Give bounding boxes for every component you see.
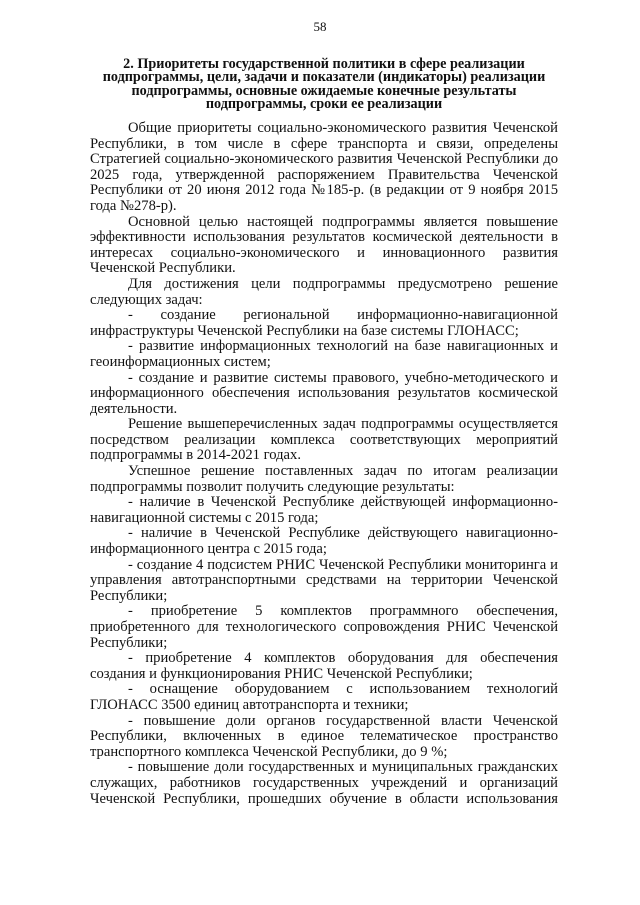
list-item-result-1: - наличие в Чеченской Республике действующей информационно-навигационной системы с 2015 года; [90, 494, 558, 526]
list-item-task-3: - создание и развитие системы правового, учебно-методического и информационного обеспечения использования результатов космической деятельности. [90, 369, 558, 417]
page-number: 58 [313, 19, 327, 34]
paragraph-priorities: Общие приоритеты социально-экономического развития Чеченской Республики, в том числе в сфере транспорта и связи, определены Стратегией социально-экономического развития Чеченской Республики до 2025 года, утвержденной распоряжением Правительства Чеченской Республики от 20 июня 2012 года №185-р. (в редакции от 9 ноября 2015 года №278-р). [90, 120, 558, 214]
list-item-result-2: - наличие в Чеченской Республике действующего навигационно-информационного центра с 2015 года; [90, 525, 558, 558]
list-item-result-6: - оснащение оборудованием с использованием технологий ГЛОНАСС 3500 единиц автотранспорта и техники; [90, 681, 558, 713]
section-heading: 2. Приоритеты государственной политики в сфере реализации подпрограммы, цели, задачи и показатели (индикаторы) реализации подпрограммы, основные ожидаемые конечные результаты подпрограммы, сроки ее реализации [102, 56, 546, 113]
paragraph-tasks-intro: Для достижения цели подпрограммы предусмотрено решение следующих задач: [90, 275, 558, 308]
list-item-result-3: - создание 4 подсистем РНИС Чеченской Республики мониторинга и управления автотранспортными средствами на территории Чеченской Республики; [90, 556, 558, 604]
list-item-result-7: - повышение доли органов государственной власти Чеченской Республики, включенных в единое телематическое пространство транспортного комплекса Чеченской Республики, до 9 %; [90, 712, 558, 760]
list-item-result-4: - приобретение 5 комплектов программного обеспечения, приобретенного для технологического сопровождения РНИС Чеченской Республики; [90, 603, 558, 651]
list-item-result-5: - приобретение 4 комплектов оборудования для обеспечения создания и функционирования РНИС Чеченской Республики; [90, 650, 558, 682]
body-text [90, 121, 558, 807]
list-item-task-1: - создание региональной информационно-навигационной инфраструктуры Чеченской Республики на базе системы ГЛОНАСС; [90, 307, 558, 339]
list-item-task-2: - развитие информационных технологий на базе навигационных и геоинформационных систем; [90, 338, 558, 370]
paragraph-main-goal: Основной целью настоящей подпрограммы является повышение эффективности использования результатов космической деятельности в интересах социально-экономического и инновационного развития Чеченской Республики. [90, 213, 558, 277]
list-item-result-8: - повышение доли государственных и муниципальных гражданских служащих, работников государственных учреждений и организаций Чеченской Республики, прошедших обучение в области использования [90, 759, 558, 807]
paragraph-implementation: Решение вышеперечисленных задач подпрограммы осуществляется посредством реализации комплекса соответствующих мероприятий подпрограммы в 2014-2021 годах. [90, 416, 558, 464]
paragraph-results-intro: Успешное решение поставленных задач по итогам реализации подпрограммы позволит получить следующие результаты: [90, 463, 558, 495]
